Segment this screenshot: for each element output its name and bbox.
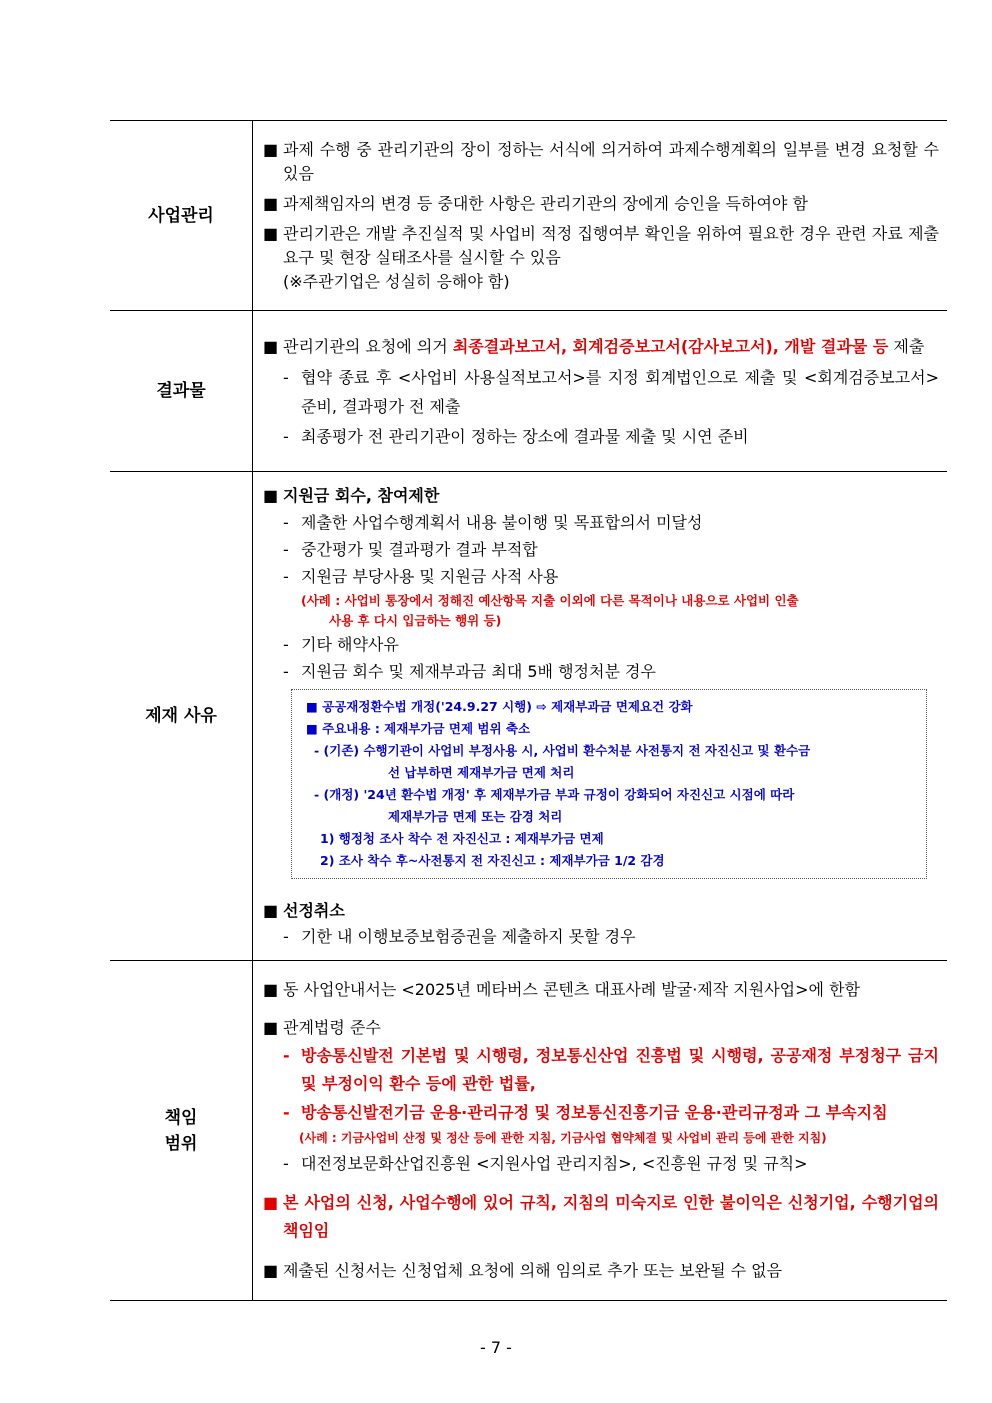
- dash-text: 협약 종료 후 <사업비 사용실적보고서>를 지정 회계법인으로 제출 및 <회계검증보고서> 준비, 결과평가 전 제출: [301, 367, 939, 416]
- dash-text: 기타 해약사유: [301, 635, 399, 654]
- row-content: [253, 121, 948, 311]
- dash-text: 중간평가 및 결과평가 결과 부적합: [301, 540, 538, 559]
- dash-item: [263, 659, 939, 685]
- dash-item: [263, 925, 939, 949]
- dash-item: [263, 1042, 939, 1098]
- bullet-text: 제출된 신청서는 신청업체 요청에 의해 임의로 추가 또는 보완될 수 없음: [283, 1261, 783, 1280]
- dash-item: [263, 1152, 939, 1176]
- row-responsibility: [110, 961, 947, 1301]
- bullet-item: [263, 1189, 939, 1245]
- bullet-text: 선정취소: [283, 901, 345, 920]
- bullet-item: [263, 222, 939, 294]
- bullet-item: [263, 1016, 939, 1040]
- dash-mark: -: [283, 426, 289, 446]
- bullet-mark: ■: [263, 139, 279, 159]
- bullet-mark: ■: [263, 486, 279, 505]
- bullet-text: 본 사업의 신청, 사업수행에 있어 규칙, 지침의 미숙지로 인한 불이익은 신청기업, 수행기업의 책임임: [283, 1193, 939, 1240]
- dash-mark: -: [283, 1154, 289, 1173]
- row-content: [253, 961, 948, 1301]
- row-content: [253, 311, 948, 472]
- notice-line: ■ 주요내용 : 제재부가금 면제 범위 축소: [306, 721, 531, 736]
- dash-text: 대전정보문화산업진흥원 <지원사업 관리지침>, <진흥원 규정 및 규칙>: [301, 1154, 808, 1173]
- bullet-mark: ■: [263, 980, 279, 999]
- bullet-item: [263, 899, 939, 923]
- row-header: 제재 사유: [110, 472, 253, 961]
- example-text: (사례 : 기금사업비 산정 및 정산 등에 관한 지침, 기금사업 협약체결 및 사업비 관리 등에 관한 지침): [299, 1131, 827, 1145]
- bullet-text: 과제 수행 중 관리기관의 장이 정하는 서식에 의거하여 과제수행계획의 일부를 변경 요청할 수 있음: [283, 139, 939, 183]
- bullet-text: 관리기관의 요청에 의거: [283, 336, 453, 356]
- dash-item: [263, 1099, 939, 1127]
- bullet-text: 관계법령 준수: [283, 1018, 381, 1037]
- example-text: 사용 후 다시 입금하는 행위 등): [329, 613, 502, 628]
- notice-box: [291, 689, 927, 879]
- bullet-text: 동 사업안내서는 <2025년 메타버스 콘텐츠 대표사례 발굴·제작 지원사업>에 한함: [283, 980, 860, 999]
- bullet-item: [263, 484, 939, 508]
- bullet-mark: ■: [263, 223, 279, 243]
- notice-line: 선 납부하면 제재부가금 면제 처리: [388, 765, 575, 780]
- bullet-text: 관리기관은 개발 추진실적 및 사업비 적정 집행여부 확인을 위하여 필요한 경우 관련 자료 제출요구 및 현장 실태조사를 실시할 수 있음: [283, 223, 939, 267]
- row-management: [110, 121, 947, 311]
- dash-mark: -: [283, 367, 289, 387]
- dash-mark: -: [283, 1103, 290, 1122]
- dash-text: 제출한 사업수행계획서 내용 불이행 및 목표합의서 미달성: [301, 513, 703, 532]
- dash-text: 방송통신발전기금 운용·관리규정 및 정보통신진흥기금 운용·관리규정과 그 부속지침: [301, 1103, 888, 1122]
- bullet-text: 과제책임자의 변경 등 중대한 사항은 관리기관의 장에게 승인을 득하여야 함: [283, 193, 808, 213]
- dash-mark: -: [283, 540, 289, 559]
- example-text: (사례 : 사업비 통장에서 정해진 예산항목 지출 이외에 다른 목적이나 내용으로 사업비 인출: [301, 593, 799, 608]
- bullet-mark: ■: [263, 901, 279, 920]
- notice-line: - (기존) 수행기관이 사업비 부정사용 시, 사업비 환수처분 사전통지 전 자진신고 및 환수금: [314, 743, 811, 758]
- dash-mark: -: [283, 513, 289, 532]
- dash-text: 지원금 회수 및 제재부과금 최대 5배 행정처분 경우: [301, 662, 656, 681]
- bullet-mark: ■: [263, 1193, 279, 1212]
- row-header: 사업관리: [110, 121, 253, 311]
- bullet-item: [263, 978, 939, 1002]
- bullet-item: [263, 1259, 939, 1283]
- dash-text: 기한 내 이행보증보험증권을 제출하지 못할 경우: [301, 927, 636, 946]
- dash-item: [263, 363, 939, 421]
- bullet-mark: ■: [263, 1018, 279, 1037]
- page-number: - 7 -: [480, 1338, 512, 1357]
- dash-text: 방송통신발전 기본법 및 시행령, 정보통신산업 진흥법 및 시행령, 공공재정 부정청구 금지 및 부정이익 환수 등에 관한 법률,: [301, 1046, 939, 1093]
- notice-line: 1) 행정청 조사 착수 전 자진신고 : 제재부가금 면제: [320, 831, 604, 846]
- dash-item: [263, 510, 939, 536]
- dash-mark: -: [283, 927, 289, 946]
- row-header-line: 책임: [164, 1107, 198, 1128]
- info-table: [110, 120, 947, 1301]
- dash-text: 최종평가 전 관리기관이 정하는 장소에 결과물 제출 및 시연 준비: [301, 426, 749, 446]
- bullet-text: 지원금 회수, 참여제한: [283, 486, 440, 505]
- notice-line: 제재부가금 면제 또는 감경 처리: [388, 809, 563, 824]
- row-header: [110, 961, 253, 1301]
- highlight-text: 최종결과보고서, 회계검증보고서(감사보고서), 개발 결과물 등: [452, 336, 889, 356]
- row-sanctions: [110, 472, 947, 961]
- dash-mark: -: [283, 1046, 290, 1065]
- row-deliverables: [110, 311, 947, 472]
- row-header-line: 범위: [164, 1133, 198, 1154]
- dash-item: [263, 564, 939, 590]
- dash-mark: -: [283, 662, 289, 681]
- dash-mark: -: [283, 567, 289, 586]
- dash-text: 지원금 부당사용 및 지원금 사적 사용: [301, 567, 559, 586]
- bullet-mark: ■: [263, 193, 279, 213]
- bullet-mark: ■: [263, 1261, 279, 1280]
- dash-mark: -: [283, 635, 289, 654]
- bullet-item: [263, 138, 939, 186]
- row-content: [253, 472, 948, 961]
- bullet-mark: ■: [263, 336, 279, 356]
- notice-line: - (개정) '24년 환수법 개정' 후 제재부가금 부과 규정이 강화되어 자진신고 시점에 따라: [314, 787, 795, 802]
- dash-item: [263, 537, 939, 563]
- note-text: (※주관기업은 성실히 응해야 함): [283, 271, 510, 291]
- notice-line: 2) 조사 착수 후~사전통지 전 자진신고 : 제재부가금 1/2 감경: [320, 853, 665, 868]
- row-header: 결과물: [110, 311, 253, 472]
- dash-item: [263, 632, 939, 658]
- dash-item: [263, 422, 939, 451]
- bullet-item: [263, 333, 939, 361]
- bullet-item: [263, 192, 939, 216]
- notice-line: ■ 공공재정환수법 개정('24.9.27 시행) ⇨ 제재부과금 면제요건 강화: [306, 699, 693, 714]
- bullet-text: 제출: [888, 336, 925, 356]
